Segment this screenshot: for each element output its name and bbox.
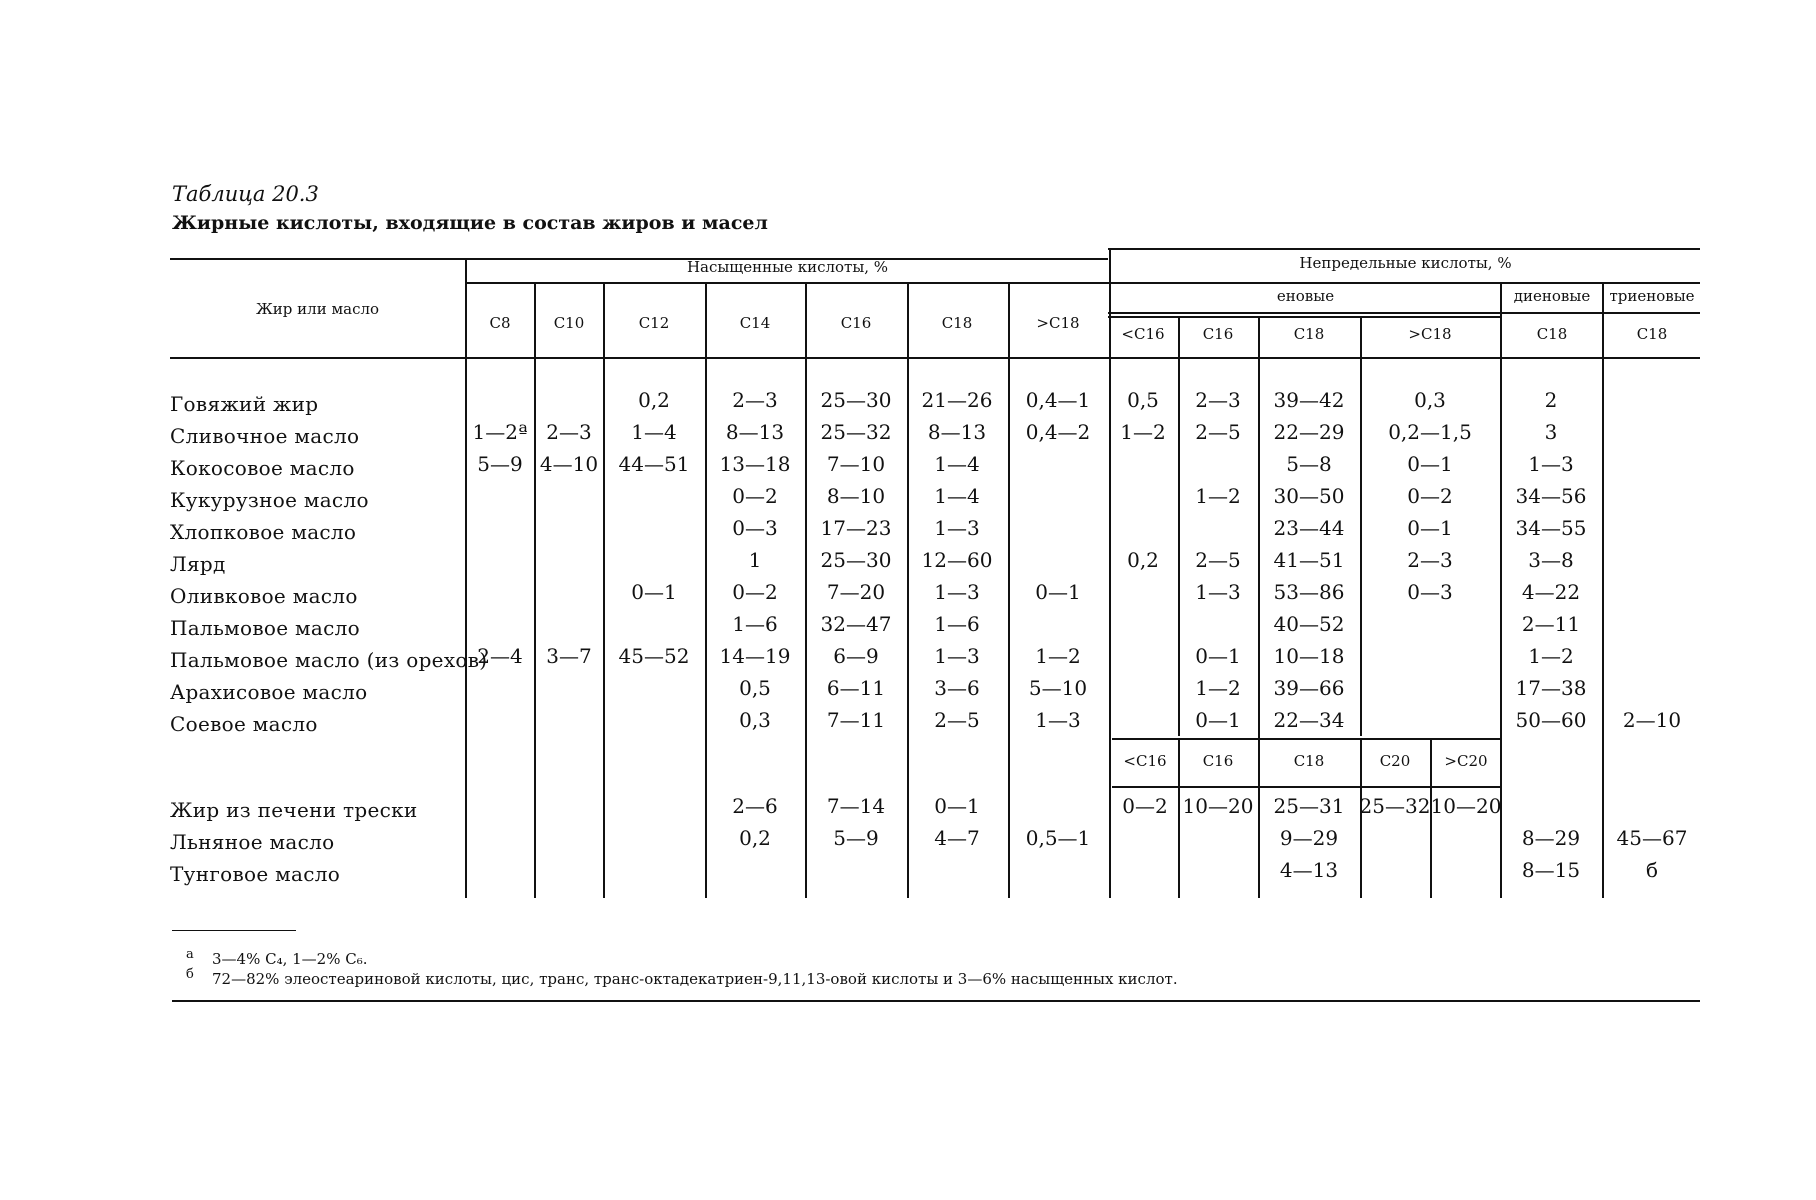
- footnote-b: [186, 967, 1178, 988]
- table-cell: 0,3: [1414, 388, 1446, 412]
- footnote-b-mark: б: [186, 967, 194, 982]
- table-cell: 8—13: [927, 420, 987, 444]
- table-cell: 22—34: [1273, 708, 1345, 732]
- enoic-col-header: C16: [1202, 325, 1234, 343]
- cod-col-header: C18: [1293, 752, 1325, 770]
- enoic-col-header: <C16: [1121, 325, 1165, 343]
- cod-col-header: <C16: [1123, 752, 1167, 770]
- table-cell: 2—5: [1195, 420, 1241, 444]
- table-cell: 2—3: [1195, 388, 1241, 412]
- table-cell: 5—9: [477, 452, 523, 476]
- table-cell: 1—2: [1528, 644, 1574, 668]
- row-name: Тунговое масло: [170, 862, 341, 886]
- table-cell: 41—51: [1273, 548, 1345, 572]
- table-cell: 0—2: [732, 484, 778, 508]
- vline-8: [1109, 248, 1111, 898]
- table-cell: 2—11: [1521, 612, 1581, 636]
- table-title: Жирные кислоты, входящие в состав жиров и масел: [172, 212, 768, 234]
- row-name: Кокосовое масло: [170, 456, 355, 480]
- vline-10: [1258, 316, 1260, 898]
- table-cell: 1—6: [732, 612, 778, 636]
- table-cell: 2—3: [546, 420, 592, 444]
- footnote-a: [186, 947, 368, 968]
- table-cell: 4—10: [539, 452, 599, 476]
- bottom-rule: [172, 1000, 1700, 1002]
- vline-11: [1360, 316, 1362, 736]
- vline-5: [805, 284, 807, 898]
- row-name: Кукурузное масло: [170, 488, 369, 512]
- table-cell: 39—66: [1273, 676, 1345, 700]
- trienoic-col-header: C18: [1636, 325, 1668, 343]
- saturated-col-header: C12: [638, 314, 670, 332]
- table-cell: 1—2: [1120, 420, 1166, 444]
- footnote-a-text: 3—4% C₄, 1—2% C₆.: [212, 950, 368, 968]
- table-cell: 8—10: [826, 484, 886, 508]
- table-cell: 1—3: [934, 644, 980, 668]
- vline-1: [465, 258, 467, 898]
- table-cell: 10—18: [1273, 644, 1345, 668]
- table-cell: 30—50: [1273, 484, 1345, 508]
- table-cell: 7—20: [826, 580, 886, 604]
- table-cell: 1—2ª: [472, 420, 528, 444]
- header-trienoic: триеновые: [1609, 287, 1695, 305]
- table-cell: 39—42: [1273, 388, 1345, 412]
- table-cell: 0,2: [1127, 548, 1159, 572]
- vline-2: [534, 284, 536, 898]
- table-cell: 7—14: [826, 794, 886, 818]
- table-cell: 0,4—1: [1025, 388, 1091, 412]
- row-name: Соевое масло: [170, 712, 318, 736]
- saturated-header-rule: [466, 282, 1108, 284]
- table-cell: 0—1: [631, 580, 677, 604]
- top-rule-right: [1108, 248, 1700, 250]
- table-cell: 1: [748, 548, 762, 572]
- row-name: Жир из печени трески: [170, 798, 418, 822]
- table-cell: 23—44: [1273, 516, 1345, 540]
- row-name: Оливковое масло: [170, 584, 358, 608]
- unsaturated-header-rule: [1108, 282, 1700, 284]
- saturated-col-header: C8: [489, 314, 511, 332]
- row-name: Говяжий жир: [170, 392, 319, 416]
- table-cell: 0,2: [638, 388, 670, 412]
- table-cell: 10—20: [1182, 794, 1254, 818]
- table-cell: 25—30: [820, 388, 892, 412]
- table-cell: 3: [1544, 420, 1558, 444]
- cod-col-header: >C20: [1444, 752, 1488, 770]
- table-cell: 34—56: [1515, 484, 1587, 508]
- table-cell: 1—6: [934, 612, 980, 636]
- table-cell: 14—19: [719, 644, 791, 668]
- table-cell: 0,2—1,5: [1388, 420, 1472, 444]
- table-cell: 0,5: [739, 676, 771, 700]
- table-cell: 1—3: [934, 580, 980, 604]
- table-cell: 7—11: [826, 708, 886, 732]
- table-cell: 0—1: [1407, 516, 1453, 540]
- table-cell: 5—8: [1286, 452, 1332, 476]
- header-saturated: Насыщенные кислоты, %: [686, 258, 889, 276]
- table-cell: 4—22: [1521, 580, 1581, 604]
- table-cell: 44—51: [618, 452, 690, 476]
- saturated-col-header: C10: [553, 314, 585, 332]
- row-name: Пальмовое масло: [170, 616, 360, 640]
- table-cell: 1—2: [1195, 484, 1241, 508]
- table-cell: 1—3: [1195, 580, 1241, 604]
- header-dienoic: диеновые: [1513, 287, 1591, 305]
- row-name: Пальмовое масло (из орехов): [170, 648, 488, 672]
- table-cell: 7—10: [826, 452, 886, 476]
- table-cell: б: [1645, 858, 1659, 882]
- table-cell: 0,5: [1127, 388, 1159, 412]
- table-cell: 2—5: [1195, 548, 1241, 572]
- table-cell: 2—10: [1622, 708, 1682, 732]
- table-cell: 1—4: [934, 484, 980, 508]
- table-cell: 0—1: [1195, 708, 1241, 732]
- table-cell: 32—47: [820, 612, 892, 636]
- vline-3: [603, 284, 605, 898]
- table-cell: 10—20: [1430, 794, 1502, 818]
- table-cell: 3—7: [546, 644, 592, 668]
- table-cell: 8—29: [1521, 826, 1581, 850]
- table-cell: 8—15: [1521, 858, 1581, 882]
- table-cell: 50—60: [1515, 708, 1587, 732]
- saturated-col-header: C18: [941, 314, 973, 332]
- table-cell: 25—30: [820, 548, 892, 572]
- enoic-sub-rule: [1108, 316, 1500, 318]
- table-cell: 1—3: [1528, 452, 1574, 476]
- table-cell: 1—4: [631, 420, 677, 444]
- table-cell: 5—10: [1028, 676, 1088, 700]
- table-cell: 25—31: [1273, 794, 1345, 818]
- table-cell: 1—2: [1195, 676, 1241, 700]
- table-cell: 0—2: [732, 580, 778, 604]
- vline-4: [705, 284, 707, 898]
- table-cell: 0—1: [1407, 452, 1453, 476]
- table-cell: 2—6: [732, 794, 778, 818]
- row-name: Лярд: [170, 552, 226, 576]
- table-cell: 0—1: [1195, 644, 1241, 668]
- cod-header-bottom-rule: [1112, 786, 1502, 788]
- saturated-col-header: C16: [840, 314, 872, 332]
- header-bottom-rule: [170, 357, 1700, 359]
- table-cell: 34—55: [1515, 516, 1587, 540]
- table-cell: 2—4: [477, 644, 523, 668]
- table-cell: 2: [1544, 388, 1558, 412]
- table-cell: 9—29: [1279, 826, 1339, 850]
- row-name: Льняное масло: [170, 830, 335, 854]
- vline-13: [1602, 284, 1604, 898]
- table-cell: 0,2: [739, 826, 771, 850]
- table-cell: 0,3: [739, 708, 771, 732]
- table-cell: 1—3: [1035, 708, 1081, 732]
- enoic-col-header: >C18: [1408, 325, 1452, 343]
- table-cell: 0,4—2: [1025, 420, 1091, 444]
- table-cell: 17—23: [820, 516, 892, 540]
- table-cell: 0,5—1: [1025, 826, 1091, 850]
- table-cell: 0—3: [732, 516, 778, 540]
- table-cell: 5—9: [833, 826, 879, 850]
- table-cell: 2—5: [934, 708, 980, 732]
- table-cell: 1—4: [934, 452, 980, 476]
- vline-9: [1178, 316, 1180, 736]
- table-cell: 4—13: [1279, 858, 1339, 882]
- cod-header-top-rule: [1112, 738, 1502, 740]
- table-cell: 45—52: [618, 644, 690, 668]
- header-unsaturated: Непредельные кислоты, %: [1299, 254, 1512, 272]
- table-cell: 45—67: [1616, 826, 1688, 850]
- vline-7: [1008, 284, 1010, 898]
- header-enoic: еновые: [1276, 287, 1335, 305]
- table-cell: 3—6: [934, 676, 980, 700]
- table-cell: 53—86: [1273, 580, 1345, 604]
- table-cell: 8—13: [725, 420, 785, 444]
- enoic-col-header: C18: [1293, 325, 1325, 343]
- table-cell: 1—2: [1035, 644, 1081, 668]
- subgroup-header-rule: [1108, 312, 1700, 314]
- saturated-col-header: >C18: [1036, 314, 1080, 332]
- footnote-rule: [172, 930, 296, 931]
- table-cell: 4—7: [934, 826, 980, 850]
- cod-col-header: C20: [1379, 752, 1411, 770]
- table-cell: 0—1: [1035, 580, 1081, 604]
- table-cell: 17—38: [1515, 676, 1587, 700]
- table-cell: 2—3: [1407, 548, 1453, 572]
- table-cell: 12—60: [921, 548, 993, 572]
- table-cell: 0—1: [934, 794, 980, 818]
- table-cell: 6—11: [826, 676, 886, 700]
- table-cell: 1—3: [934, 516, 980, 540]
- table-cell: 21—26: [921, 388, 993, 412]
- row-name: Хлопковое масло: [170, 520, 357, 544]
- vline-6: [907, 284, 909, 898]
- table-cell: 40—52: [1273, 612, 1345, 636]
- table-cell: 25—32: [1359, 794, 1431, 818]
- cod-col-header: C16: [1202, 752, 1234, 770]
- table-cell: 22—29: [1273, 420, 1345, 444]
- table-cell: 13—18: [719, 452, 791, 476]
- table-cell: 0—2: [1407, 484, 1453, 508]
- table-cell: 0—3: [1407, 580, 1453, 604]
- row-name: Сливочное масло: [170, 424, 360, 448]
- saturated-col-header: C14: [739, 314, 771, 332]
- table-caption: Таблица 20.3: [172, 182, 319, 206]
- footnote-b-text: 72—82% элеостеариновой кислоты, цис, транс, транс-октадекатриен-9,11,13-овой кислоты и 3—6% насыщенных кислот.: [212, 970, 1178, 988]
- table-cell: 3—8: [1528, 548, 1574, 572]
- row-name: Арахисовое масло: [170, 680, 368, 704]
- table-cell: 2—3: [732, 388, 778, 412]
- table-cell: 25—32: [820, 420, 892, 444]
- dienoic-col-header: C18: [1536, 325, 1568, 343]
- table-cell: 6—9: [833, 644, 879, 668]
- table-cell: 0—2: [1122, 794, 1168, 818]
- header-fat: Жир или масло: [255, 300, 380, 318]
- footnote-a-mark: а: [186, 947, 194, 962]
